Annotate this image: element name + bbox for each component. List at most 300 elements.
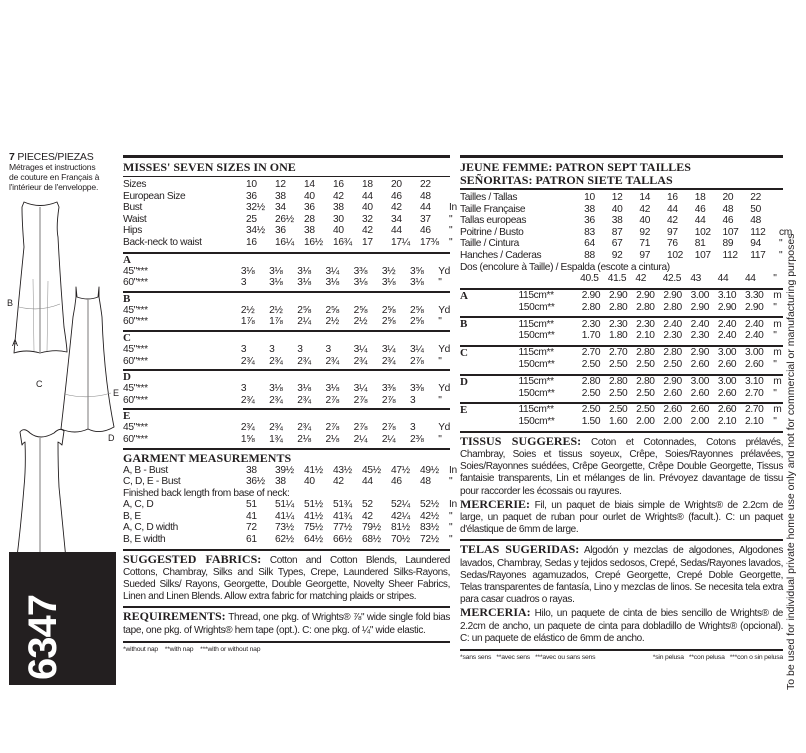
requirements [123, 610, 450, 636]
row-label: Tallas europeas [460, 215, 527, 227]
cell-value: 71 [639, 238, 651, 250]
cell-value: 2⅞ [381, 422, 396, 434]
cell-value: 2⅝ [381, 316, 396, 328]
row-label: Bust [123, 202, 142, 214]
cell-value: 42 [362, 510, 373, 522]
cell-value: 2.90 [636, 289, 655, 301]
cell-value: 46 [420, 225, 431, 237]
cell-value: 16½ [304, 236, 323, 248]
cell-value: 41 [246, 510, 257, 522]
cell-value: 2¾ [240, 394, 255, 406]
pieces-count: 7 [9, 151, 15, 163]
cell-value: 3.00 [745, 347, 764, 359]
cell-value: 83 [584, 226, 595, 238]
yardage-views [123, 252, 450, 446]
view-yardage-table [460, 290, 783, 314]
row-label: 150cm** [518, 416, 555, 428]
cell-value: 102 [694, 226, 711, 238]
cell-value: 112 [722, 249, 738, 261]
misses-title: MISSES' SEVEN SIZES IN ONE [123, 160, 296, 174]
cell-value: 48 [420, 190, 431, 202]
cell-value: 2½ [353, 316, 368, 328]
table-row [123, 179, 460, 191]
unit: Yd [438, 343, 450, 355]
title-spanish: SEÑORITAS: PATRON SIETE TALLAS [460, 173, 673, 187]
row-label: Tailles / Tallas [460, 192, 518, 203]
cell-value: 112 [750, 226, 766, 238]
cell-value: 61 [246, 534, 257, 546]
divider [123, 549, 450, 551]
cell-value: 38 [611, 215, 623, 227]
telas-heading: TELAS SUGERIDAS: [460, 542, 580, 557]
cell-value: 3⅛ [240, 265, 255, 277]
table-row [123, 214, 460, 226]
cell-value: 2¾ [353, 355, 368, 367]
cell-value: 107 [694, 249, 711, 261]
table-row [460, 330, 783, 342]
cell-value: 45½ [362, 464, 381, 476]
unit: " [449, 476, 453, 488]
row-label: 60"*** [123, 277, 148, 289]
cell-value: 2.70 [581, 347, 601, 359]
cell-value: 3⅛ [297, 265, 311, 277]
cell-value: 41½ [304, 464, 323, 476]
unit: " [449, 522, 453, 534]
view-letter: D [123, 371, 131, 384]
french-note-line: l'intérieur de l'enveloppe. [9, 181, 99, 192]
unit: " [449, 236, 453, 248]
unit: m [773, 375, 782, 387]
cell-value: 97 [667, 226, 678, 238]
pattern-number: 6347 [21, 595, 65, 680]
unit: " [779, 238, 783, 250]
row-label: 115cm** [518, 347, 554, 359]
table-row [123, 202, 460, 214]
cell-value: 2.60 [717, 358, 737, 370]
unit: " [773, 330, 777, 342]
table-row [460, 388, 783, 400]
cell-value: 46 [391, 190, 402, 202]
usage-restriction-note: To be used for individual private home use only and not for commercial or manufacturing purposes [785, 233, 797, 690]
cell-value: 44 [717, 273, 729, 285]
unit: Yd [438, 383, 450, 395]
cell-value: 2.40 [690, 318, 710, 330]
cell-value: 2.60 [690, 387, 710, 399]
row-label: Sizes [123, 179, 147, 190]
cell-value: 2.50 [608, 387, 628, 399]
unit: " [773, 273, 777, 285]
unit [779, 192, 792, 204]
cell-value: 2.60 [663, 404, 682, 416]
cell-value: 83½ [420, 522, 439, 534]
cell-value: 17¼ [391, 236, 410, 248]
cell-value: 3.00 [717, 375, 737, 387]
merceria [460, 606, 783, 645]
cell-value: 2.90 [663, 375, 682, 387]
row-label: 60"*** [123, 394, 148, 406]
cell-value: 68½ [362, 534, 381, 546]
row-label: 45"*** [123, 343, 148, 355]
table-row [123, 237, 460, 249]
table-row [123, 465, 460, 477]
cell-value: 26½ [275, 213, 294, 225]
cell-value: 42 [635, 273, 647, 285]
row-label: Waist [123, 213, 147, 225]
cell-value: 41¼ [275, 510, 294, 522]
cell-value: 2.80 [636, 375, 655, 387]
cell-value: 2.50 [636, 404, 655, 416]
cell-value: 2.60 [663, 387, 682, 399]
table-row [460, 238, 792, 250]
cell-value: 2.00 [636, 416, 655, 428]
cell-value: 42½ [420, 510, 439, 522]
cell-value: 36 [246, 190, 257, 202]
cell-value: 2.80 [663, 301, 682, 313]
table-row [460, 376, 783, 388]
cell-value: 2½ [269, 304, 283, 316]
view-yardage-table [460, 376, 783, 400]
cell-value: 2⅝ [410, 304, 424, 316]
cell-value: 2.90 [745, 301, 764, 313]
cell-value: 2½ [240, 304, 255, 316]
cell-value: 2.90 [717, 301, 737, 313]
cell-value: 3 [410, 394, 416, 406]
row-label: European Size [123, 190, 186, 202]
cell-value: 2.90 [690, 347, 710, 359]
cell-value: 36 [584, 215, 595, 227]
cell-value: 38 [304, 225, 315, 237]
cell-value: 42 [639, 203, 651, 215]
cell-value: 3.00 [690, 375, 710, 387]
cell-value: 42.5 [662, 273, 682, 285]
view-label-d: D [108, 433, 115, 443]
row-label: 115cm** [518, 318, 554, 330]
view-letter: A [123, 253, 131, 266]
row-label: 150cm** [518, 301, 555, 313]
divider [460, 649, 783, 651]
unit [449, 191, 460, 203]
tissus-heading: TISSUS SUGGERES: [460, 433, 582, 448]
cell-value: 2½ [325, 316, 339, 328]
view-letter: B [123, 292, 131, 305]
cell-value: 1⅝ [240, 433, 255, 445]
row-label: 60"*** [123, 355, 148, 367]
cell-value: 3 [297, 343, 303, 355]
cell-value: 3⅛ [353, 277, 368, 289]
cell-value: 97 [639, 249, 651, 261]
view-label-a: A [12, 338, 19, 348]
cell-value: 38 [584, 203, 595, 215]
unit [779, 215, 792, 227]
cell-value: 3⅛ [269, 383, 283, 395]
cell-value: 2¼ [353, 433, 368, 445]
cell-value: 1⅞ [269, 316, 283, 328]
cell-value: 41½ [304, 510, 323, 522]
body-measurements-table [123, 179, 460, 249]
cell-value: 2⅞ [353, 422, 368, 434]
suggested-fabrics [123, 553, 450, 604]
cell-value: 102 [667, 249, 683, 261]
cell-value: 70½ [391, 534, 410, 546]
table-row [460, 290, 783, 302]
cell-value: 88 [584, 249, 595, 261]
table-row [123, 225, 460, 237]
table-row [460, 302, 783, 314]
unit: Yd [438, 304, 450, 316]
cell-value: 40 [333, 225, 344, 237]
cell-value: 3 [325, 343, 331, 355]
requirements-heading: REQUIREMENTS: [123, 609, 226, 624]
cell-value: 3⅜ [353, 265, 368, 277]
divider [123, 641, 450, 643]
cell-value: 38 [333, 202, 344, 214]
cell-value: 2.10 [636, 330, 655, 342]
back-length-label: Finished back length from base of neck: [123, 487, 290, 499]
cell-value: 3.10 [717, 289, 737, 301]
tissus-text: Coton et Cotonnades, Cotons prélavés, Chambray, Soies et tissus soyeux, Crêpe, Soies/Rayonnes prélavées, Soies/Rayonnes suédées, Crêpe Georgette, Crêpe Double Georgette, Tissus fantaisie transparents, Lin et mélanges de lin. Prévoyez davantage de tissu pour raccorder les écossais ou rayures. [460, 436, 783, 497]
row-label: Hips [123, 225, 142, 237]
cell-value: 44 [420, 202, 431, 214]
view-yardage-table [123, 266, 450, 289]
cell-value: 42 [391, 202, 402, 214]
pieces-info [9, 152, 99, 192]
cell-value: 16 [333, 179, 344, 190]
view-letter: E [460, 404, 467, 417]
cell-value: 3⅜ [381, 383, 396, 395]
row-label: C, D, E - Bust [123, 476, 181, 488]
row-label: 150cm** [518, 330, 555, 342]
cell-value: 89 [722, 238, 734, 250]
row-label: Hanches / Caderas [460, 249, 542, 261]
cell-value: 36½ [246, 476, 265, 488]
mercerie [460, 498, 783, 537]
title-french: JEUNE FEMME: PATRON SEPT TAILLES [460, 160, 691, 174]
cell-value: 1⅞ [240, 316, 255, 328]
unit: m [773, 404, 782, 416]
cell-value: 20 [722, 192, 734, 203]
cell-value: 2.50 [608, 358, 628, 370]
unit: " [779, 249, 783, 261]
cell-value: 32 [362, 213, 373, 225]
cell-value: 2.80 [581, 375, 601, 387]
row-label: 45"*** [123, 383, 148, 395]
row-label: 150cm** [518, 358, 555, 370]
cell-value: 52¼ [391, 499, 410, 511]
unit: " [449, 534, 453, 546]
view-yardage-table [460, 347, 783, 371]
back-length-label: Dos (encolure à Taille) / Espalda (escote a cintura) [460, 261, 670, 273]
table-row [123, 344, 450, 356]
cell-value: 3⅛ [297, 277, 311, 289]
cell-value: 50 [750, 203, 761, 215]
row-label: B, E [123, 510, 141, 522]
divider [460, 539, 783, 541]
unit: Yd [438, 422, 450, 434]
view-letter: E [123, 410, 131, 423]
cell-value: 2.50 [581, 404, 601, 416]
cell-value: 3⅛ [269, 265, 283, 277]
cell-value: 2⅛ [325, 433, 339, 445]
cell-value: 42 [333, 476, 344, 488]
cell-value: 2.90 [581, 289, 601, 301]
garment-bust-table [123, 465, 460, 488]
row-label: 115cm** [518, 404, 554, 416]
cell-value: 3¼ [410, 343, 424, 355]
unit: m [773, 318, 782, 330]
french-note-line: Métrages et instructions [9, 162, 96, 172]
table-row [460, 273, 783, 285]
cell-value: 2.60 [717, 387, 737, 399]
cell-value: 77½ [333, 522, 352, 534]
table-row [123, 356, 450, 368]
unit [779, 204, 792, 216]
cell-value: 2.90 [690, 301, 710, 313]
cell-value: 30 [333, 213, 344, 225]
cell-value: 42 [667, 215, 678, 227]
cell-value: 107 [722, 226, 739, 238]
cell-value: 49½ [420, 464, 439, 476]
unit: " [438, 316, 442, 328]
cell-value: 48 [750, 215, 761, 227]
cell-value: 47½ [391, 464, 410, 476]
row-label: B, E width [123, 534, 166, 546]
cell-value: 3¼ [381, 343, 396, 355]
cell-value: 3½ [381, 265, 396, 277]
cell-value: 52 [362, 499, 373, 511]
cell-value: 16¼ [275, 236, 294, 248]
cell-value: 3 [240, 343, 247, 355]
cell-value: 2.30 [690, 330, 710, 342]
cell-value: 10 [584, 192, 595, 203]
row-label: 150cm** [518, 387, 555, 399]
cell-value: 2.10 [745, 416, 764, 428]
view-yardage-table [460, 318, 783, 342]
cell-value: 2.80 [636, 347, 655, 359]
row-label: A, C, D width [123, 522, 178, 534]
mercerie-text: Fil, un paquet de biais simple de Wrights® de 2.2cm de large, un paquet de ruban pour ourlet de Wrights® (facult.). C: un paquet d'élastique de 6mm de large. [460, 499, 783, 536]
table-row [123, 277, 450, 289]
mercerie-heading: MERCERIE: [460, 496, 531, 511]
cell-value: 2.50 [636, 358, 655, 370]
cell-value: 2⅞ [325, 422, 339, 434]
table-row [123, 422, 450, 434]
table-row [123, 266, 450, 278]
cell-value: 34 [391, 213, 402, 225]
misses-chart [123, 155, 457, 653]
cell-value: 2.70 [745, 387, 764, 399]
cell-value: 42 [362, 225, 373, 237]
unit: " [773, 416, 777, 428]
pieces-label: PIECES/PIEZAS [17, 151, 94, 163]
table-row [123, 476, 460, 488]
cell-value: 76 [667, 238, 678, 250]
view-label-b: B [7, 298, 14, 308]
cell-value: 42¼ [391, 510, 410, 522]
table-row [460, 416, 783, 428]
cell-value: 40.5 [580, 273, 599, 285]
cell-value: 2.30 [663, 330, 682, 342]
table-row [460, 250, 792, 262]
cell-value: 2.40 [745, 318, 764, 330]
cell-value: 52½ [420, 499, 439, 511]
cell-value: 2¾ [297, 355, 311, 367]
cell-value: 20 [391, 179, 402, 190]
cell-value: 38 [275, 190, 286, 202]
cell-value: 44 [667, 203, 678, 215]
cell-value: 62½ [275, 534, 294, 546]
cell-value: 1.60 [608, 416, 628, 428]
cell-value: 3⅛ [269, 277, 283, 289]
row-label: A, C, D [123, 499, 154, 511]
cell-value: 2.90 [608, 289, 628, 301]
cell-value: 3 [240, 383, 247, 395]
cell-value: 2⅝ [410, 316, 424, 328]
row-label: Back-neck to waist [123, 236, 202, 248]
cell-value: 37 [420, 213, 431, 225]
cell-value: 2.50 [581, 358, 601, 370]
cell-value: 3.30 [745, 289, 764, 301]
cell-value: 1.70 [581, 330, 601, 342]
cell-value: 3 [269, 343, 275, 355]
cell-value: 32½ [246, 202, 265, 214]
cell-value: 2¼ [297, 316, 311, 328]
cell-value: 16¾ [333, 236, 352, 248]
table-row [123, 383, 450, 395]
cell-value: 2.60 [717, 404, 737, 416]
cell-value: 46 [722, 215, 734, 227]
cell-value: 2.80 [636, 301, 655, 313]
cell-value: 2.00 [663, 416, 682, 428]
table-row [123, 395, 450, 407]
cell-value: 1.50 [581, 416, 601, 428]
row-label: 60"*** [123, 316, 148, 328]
cell-value: 2.50 [663, 358, 682, 370]
cell-value: 3⅛ [297, 383, 311, 395]
cell-value: 3.10 [745, 375, 764, 387]
cell-value: 2⅝ [353, 304, 368, 316]
cell-value: 2.60 [745, 358, 764, 370]
cell-value: 75½ [304, 522, 323, 534]
cell-value: 40 [611, 203, 623, 215]
cell-value: 12 [611, 192, 623, 203]
cell-value: 1.80 [608, 330, 628, 342]
cell-value: 2.10 [717, 416, 737, 428]
cell-value: 3.00 [690, 289, 710, 301]
pattern-number-block [9, 552, 116, 685]
table-row [123, 522, 460, 534]
divider [123, 606, 450, 608]
garment-length-table [123, 499, 460, 545]
cell-value: 2¾ [297, 394, 311, 406]
cell-value: 3 [240, 277, 247, 289]
cell-value: 17 [362, 236, 373, 248]
view-label-c: C [36, 379, 43, 389]
table-row [123, 191, 460, 203]
cell-value: 2¾ [381, 355, 396, 367]
cell-value: 2.40 [745, 330, 764, 342]
cell-value: 34½ [246, 225, 265, 237]
cell-value: 2.40 [663, 318, 682, 330]
row-label: 115cm** [518, 289, 554, 301]
cell-value: 46 [391, 476, 402, 488]
row-label: A, B - Bust [123, 464, 168, 476]
cell-value: 1¾ [269, 433, 283, 445]
cell-value: 2⅝ [297, 304, 311, 316]
cell-value: 43½ [333, 464, 352, 476]
cell-value: 34 [275, 202, 286, 214]
cell-value: 36 [304, 202, 315, 214]
telas-text: Algodón y mezclas de algodones, Algodones lavados, Chambray, Sedas y tejidos sedosos, Crepé, Sedas/Rayones lavados, Sedas/Rayones agamuzados, Crepé Georgette, Crepé Doble Georgette, Telas transparentes de fantasía, Lino y mezclas de linos. Se necesita tela extra para casar cuadros o rayas. [460, 545, 783, 606]
